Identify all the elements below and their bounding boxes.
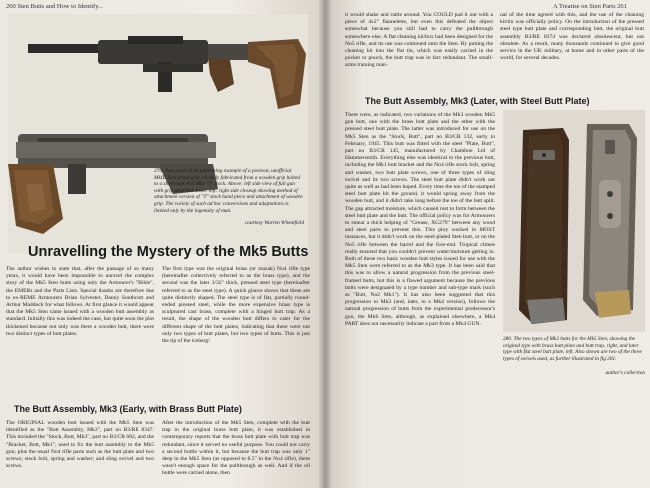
figure-280-credit: author's collection bbox=[605, 370, 645, 376]
brass-butt-text-left-column: The ORIGINAL wooden butt issued with the Mk5 Sten was identified as the "Butt Assembly, Mk3", part no B3/RE 8347. This included the "Stock, Butt, Mk3", part no B3/CR 682, and the "Bracket, Butt, Mk1", used to fix the butt assembly to the Mk5 gun; plus the usual No4 rifle parts such as the butt plate and two screws; stock bolt, spring and washer; and sling swivel and two screws. bbox=[6, 420, 154, 470]
figure-279-credit: courtesy Warren Wheatfield bbox=[244, 220, 304, 226]
intro-text-left-column: The author wishes to state that, after the passage of so many years, it would have been impossible to unravel the complex story of the Mk5 Sten butts using only the Armourer's "Bible", the EMERs and the Parts Lists. Special thanks are therefore due to ex-REME Armourers Brian Sylvester, Danny Southcott and Arthur Maddock for what follows. At first glance it would appear that the Mk5 Sten came issued with a wooden butt assembly as standard. Initially this was indeed the case, but quite soon the plot thickened because not only was there a wooden butt, there were two distinct types of butt plates. bbox=[6, 266, 154, 337]
butt-assemblies-photo bbox=[503, 110, 645, 332]
figure-280-caption: 280. The two types of Mk3 butts for the Mk5 Sten, showing the original type with brass butt plate and butt trap, right, and later type with flat steel butt plate, left. Also shown are two of the three types of swivels used, as further illustrated in fig 281. bbox=[503, 336, 642, 362]
section-title: Unravelling the Mystery of the Mk5 Butts bbox=[28, 244, 309, 260]
right-page bbox=[325, 0, 650, 488]
continued-text-right-column: ual of the time agreed with this, and the use of the cleaning kit/tin was officially policy. On the introduction of the pressed steel type butt plate and corresponding butt, the original butt assembly B3/RE 8374 was declared obsolescent, but not obsolete. As a result, many thousands continued to give good service in the UK military, at home and in other parts of the world, for several decades. bbox=[500, 12, 644, 62]
subheading-early-brass: The Butt Assembly, Mk3 (Early, with Brass Butt Plate) bbox=[14, 404, 242, 414]
steel-butt-text: There were, as indicated, two variations of the Mk3 wooden Mk5 gun butt, one with the brass butt plate and the other with the pressed steel butt plate. The latter was introduced for use on the Mk5 Sten as the "Stock, Butt", part no B3/CR 132, early in February, 1945. This butt was fitted with the steel "Plate, Butt", part no B3/CR 145, manufactured by Chambon Ltd of Hammersmith. Everything else was identical to the previous butt, including the Mk1 butt bracket and the No4 rifle stock bolt, spring and washer, two butt plate screws, one of three types of sling swivel and its two screws. The steel butt plate didn't work out quite as well as had been hoped. Every time the toe of the stamped steel butt plate hit the ground, it would spring away from the wooden butt, and it didn't take long before the toe of the butt split. The gap attracted moisture, which caused rust to form between the steel butt plate and the butt. The official policy was for Armourers to smear a thick helping of "Grease, XG279" between any wood and steel parts to prevent this. This ploy worked in MOST instances, but it didn't work on the steel-plated Sten butt, or on the No5 rifle between the barrel and the fore-end. Tropical climes really ensured that you couldn't prevent water/moisture getting in. Both of these two basic wooden butt styles issued for use with the Mk5 Sten were referred to as the Mk3 type. It has been said that this was to allow a natural progression from the previous steel-framed butts, but this is a flawed argument because the previous butts were designated by a type number and sub-type mark (such as "Butt, No2 Mk1"). It has also been suggested that this progression to Mk3 (and, later, to a Mk4 version), follows the natural progression of butts from the experimental predecessor's gun, the Mk6 Sten, although, as explained elsewhere, a Mk4 PART does not necessarily indicate a part from a Mk4 GUN. bbox=[345, 112, 495, 327]
figure-279-caption: 279. Two views of an interesting example of a postwar, unofficial MkIII Sten pistol grip, cleverly fabricated from a wooden grip holted to a shortened No4 MkI "T" stock. Above: left side view of full gun with grip attached. Inset: left: right side closeup showing method of attachment version of "T" stock hand piece and attachment of wooden grip. The variety of such ad hoc conversions and adaptations is limited only by the ingenuity of man. bbox=[154, 168, 303, 214]
right-running-header: A Treatise on Sten Parts 261 bbox=[553, 3, 627, 10]
left-running-header: 260 Sten Butts and How to Identify... bbox=[6, 3, 103, 10]
book-gutter bbox=[318, 0, 332, 488]
brass-butt-text-right-column: After the introduction of the Mk5 Sten, complete with the butt trap in the original brass butt plate, it was established in contemporary reports that the brass butt plate with butt trap was redundant, since it served no useful purpose. You could not carry a second bottle within it, but because the butt trap was only 1" deep in the Mk5 Sten (as opposed to 8.5" in the No4 rifle), there wasn't enough space for the pullthrough as well. And if the oil bottle were carried alone, then bbox=[162, 420, 310, 477]
continued-text-left-column: it would shake and rattle around. You COULD pad it out with a piece of 4x2" flannelette, but even this defeated the object somewhat because you still had to carry the pullthrough somewhere else. A flat cleaning kit/box had been designed for the No5 rifle, and its use was continued onto the Sten. By putting the cleaning kit into the flat tin, which was easily carried in the pocket or pouch, the butt trap was in fact redundant. The small-arms training man- bbox=[345, 12, 493, 69]
butt-assemblies-photo-area bbox=[503, 110, 645, 332]
intro-text-right-column: The first type was the original brass (or mazak) No4 rifle type (hereinafter collectively referred to as the brass type), and the second was the later 3/32" thick, pressed steel type (hereinafter referred to as the steel type). A quick glance shows that these are quite distinctly shaped. The steel type is of flat, partially round-ended pressed steel, while the more expensive brass type is sculptured cast brass, complete with a hinged butt trap. As a result, the shape of the wooden butt differs to cater for the different shape of the butt plates, indicating that there were not only two types of butt plates, but two types of butts. This is just the tip of the iceberg! bbox=[162, 266, 310, 345]
subheading-later-steel: The Butt Assembly, Mk3 (Later, with Steel Butt Plate) bbox=[365, 96, 590, 106]
